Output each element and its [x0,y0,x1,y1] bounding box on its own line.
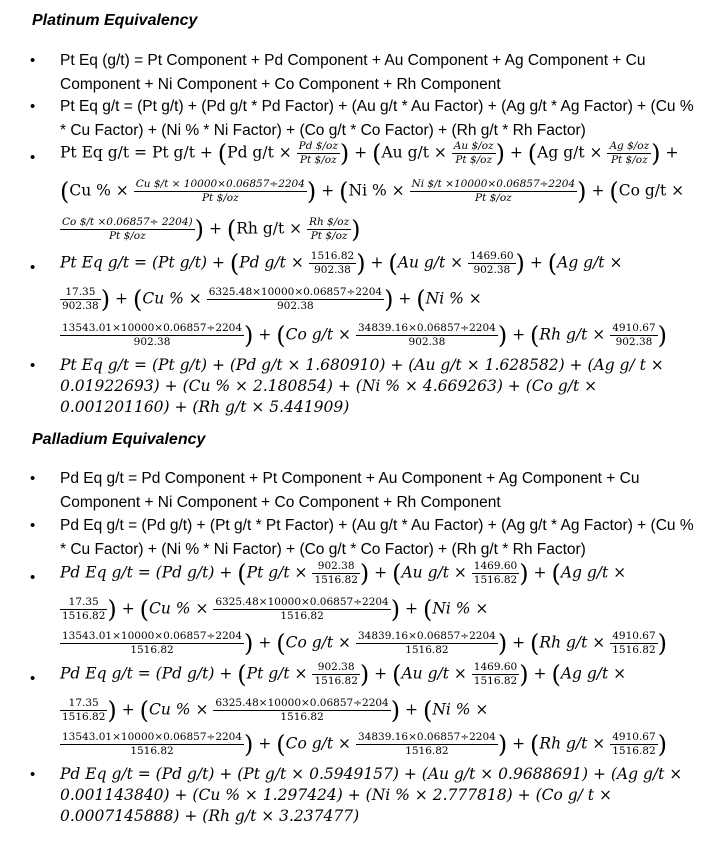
pt-formula-result: Pt Eq g/t = (Pt g/t) + (Pd g/t × 1.680910) + (Au g/t × 1.628582) + (Ag g/ t × 0.01922693) + (Cu % × 2.180854) + (Ni % × 4.669263) + (Co g/t × 0.001201160) + (Rh g/t × 5.441909) [60,356,664,416]
bullet-dot: • [30,357,36,374]
bullet-dot: • [30,98,36,115]
bullet-dot: • [30,569,36,586]
pd-definition-components: Pd Eq g/t = Pd Component + Pt Component + Au Component + Ag Component + Cu Component + Ni Component + Co Component + Rh Component [60,470,640,511]
bullet-dot: • [30,670,36,687]
platinum-heading: Platinum Equivalency [32,12,198,29]
bullet-dot: • [30,517,36,534]
document-page: Platinum Equivalency • Pt Eq (g/t) = Pt Component + Pd Component + Au Component + Ag Component + Cu Component + Ni Component + Co Component + Rh Component • Pt Eq g/t = (Pt g/t) + (Pd g/t * Pd Factor) + (Au g/t * Au Factor) + (Ag g/t * Ag Factor) + (Cu % * Cu Factor) + (Ni % * Ni Factor) + (Co g/t * Co Factor) + (Rh g/t * Rh Factor) • Pt Eq g/t = Pt g/t + (Pd g/t × $\frac{Pd \$/oz}{Pt \$/oz}$ ) + (Au g/t × $\frac{Au \$/oz}{Pt \$/oz}$ ) + (Ag g/t × $\frac{Ag \$/oz}{Pt \$/oz}$ ) + (Cu % × $\frac{Cu \$/t \times 10000\times 0.06857\div 2204}{Pt \$/oz}$ ) + (Ni % × $\frac{Ni \$/t \times 10000\times 0.06857\div 2204}{Pt \$/oz}$ ) + (Co g/t × $\frac{Co \$/t \times 0.06857\div 2204)}{Pt \$/oz}$ ) + (Rh g/t × $\frac{Rh \$/oz}{Pt \$/oz}$ ) • Pt Eq g/t = (Pt g/t) + (Pd g/t × $\frac{1516.82}{902.38}$ ) + (Au g/t × $\frac{1469.60}{902.38}$ ) + (Ag g/t × $\frac{17.35}{902.38}$ ) + (Cu % × $\frac{6325.48\times 10000\times 0.06857\div 2204}{902.38}$ ) + (Ni % × $\frac{13543.01\times 10000\times 0.06857\div 2204}{902.38}$ ) + (Co g/t × $\frac{34839.16\times 0.06857\div 2204}{902.38}$ ) + (Rh g/t × $\frac{4910.67}{902.38}$ ) • Pt Eq g/t = (Pt g/t) + (Pd g/t × 1.680910) + (Au g/t × 1.628582) + (Ag g/ t × 0.01922693) + (Cu % × 2.180854) + (Ni % × 4.669263) + (Co g/t × 0.001201160) + (Rh g/t × 5.441909) Palladium Equivalency • Pd Eq g/t = Pd Component + Pt Component + Au Component + Ag Component + Cu Component + Ni Component + Co Component + Rh Component • Pd Eq g/t = (Pd g/t) + (Pt g/t * Pt Factor) + (Au g/t * Au Factor) + (Ag g/t * Ag Factor) + (Cu % * Cu Factor) + (Ni % * Ni Factor) + (Co g/t * Co Factor) + (Rh g/t * Rh Factor) • Pd Eq g/t = (Pd g/t) + (Pt g/t × $\frac{902.38}{1516.82}$ ) + (Au g/t × $\frac{1469.60}{1516.82}$ ) + (Ag g/t × $\frac{17.35}{1516.82}$ ) + (Cu % × $\frac{6325.48\times 10000\times 0.06857\div 2204}{1516.82}$ ) + (Ni % × $\frac{13543.01\times 10000\times 0.06857\div 2204}{1516.82}$ ) + (Co g/t × $\frac{34839.16\times 0.06857\div 2204}{1516.82}$ ) + (Rh g/t × $\frac{4910.67}{1516.82}$ ) • Pd Eq g/t = (Pd g/t) + (Pt g/t × $\frac{902.38}{1516.82}$ ) + (Au g/t × $\frac{1469.60}{1516.82}$ ) + (Ag g/t × $\frac{17.35}{1516.82}$ ) + (Cu % × $\frac{6325.48\times 10000\times 0.06857\div 2204}{1516.82}$ ) + (Ni % × $\frac{13543.01\times 10000\times 0.06857\div 2204}{1516.82}$ ) + (Co g/t × $\frac{34839.16\times 0.06857\div 2204}{1516.82}$ ) + (Rh g/t × $\frac{4910.67}{1516.82}$ ) • Pd Eq g/t = (Pd g/t) + (Pt g/t × 0.5949157) + (Au g/t × 0.9688691) + (Ag g/t × 0.001143840) + (Cu % × 1.297424) + (Ni % × 2.777818) + (Co g/ t × 0.0007145888) + (Rh g/t × 3.237477) [0,0,707,841]
bullet-dot: • [30,766,36,783]
bullet-dot: • [30,470,36,487]
bullet-dot: • [30,149,36,166]
bullet-dot: • [30,259,36,276]
pd-formula-result: Pd Eq g/t = (Pd g/t) + (Pt g/t × 0.5949157) + (Au g/t × 0.9688691) + (Ag g/t × 0.001143840) + (Cu % × 1.297424) + (Ni % × 2.777818) + (Co g/ t × 0.0007145888) + (Rh g/t × 3.237477) [60,765,683,825]
pt-definition-components: Pt Eq (g/t) = Pt Component + Pd Component + Au Component + Ag Component + Cu Component + Ni Component + Co Component + Rh Component [60,52,646,93]
pt-definition-factors: Pt Eq g/t = (Pt g/t) + (Pd g/t * Pd Factor) + (Au g/t * Au Factor) + (Ag g/t * Ag Factor) + (Cu % * Cu Factor) + (Ni % * Ni Factor) + (Co g/t * Co Factor) + (Rh g/t * Rh Factor) [60,98,694,139]
palladium-heading: Palladium Equivalency [32,431,206,448]
pd-definition-factors: Pd Eq g/t = (Pd g/t) + (Pt g/t * Pt Factor) + (Au g/t * Au Factor) + (Ag g/t * Ag Factor) + (Cu % * Cu Factor) + (Ni % * Ni Factor) + (Co g/t * Co Factor) + (Rh g/t * Rh Factor) [60,517,694,558]
bullet-dot: • [30,52,36,69]
